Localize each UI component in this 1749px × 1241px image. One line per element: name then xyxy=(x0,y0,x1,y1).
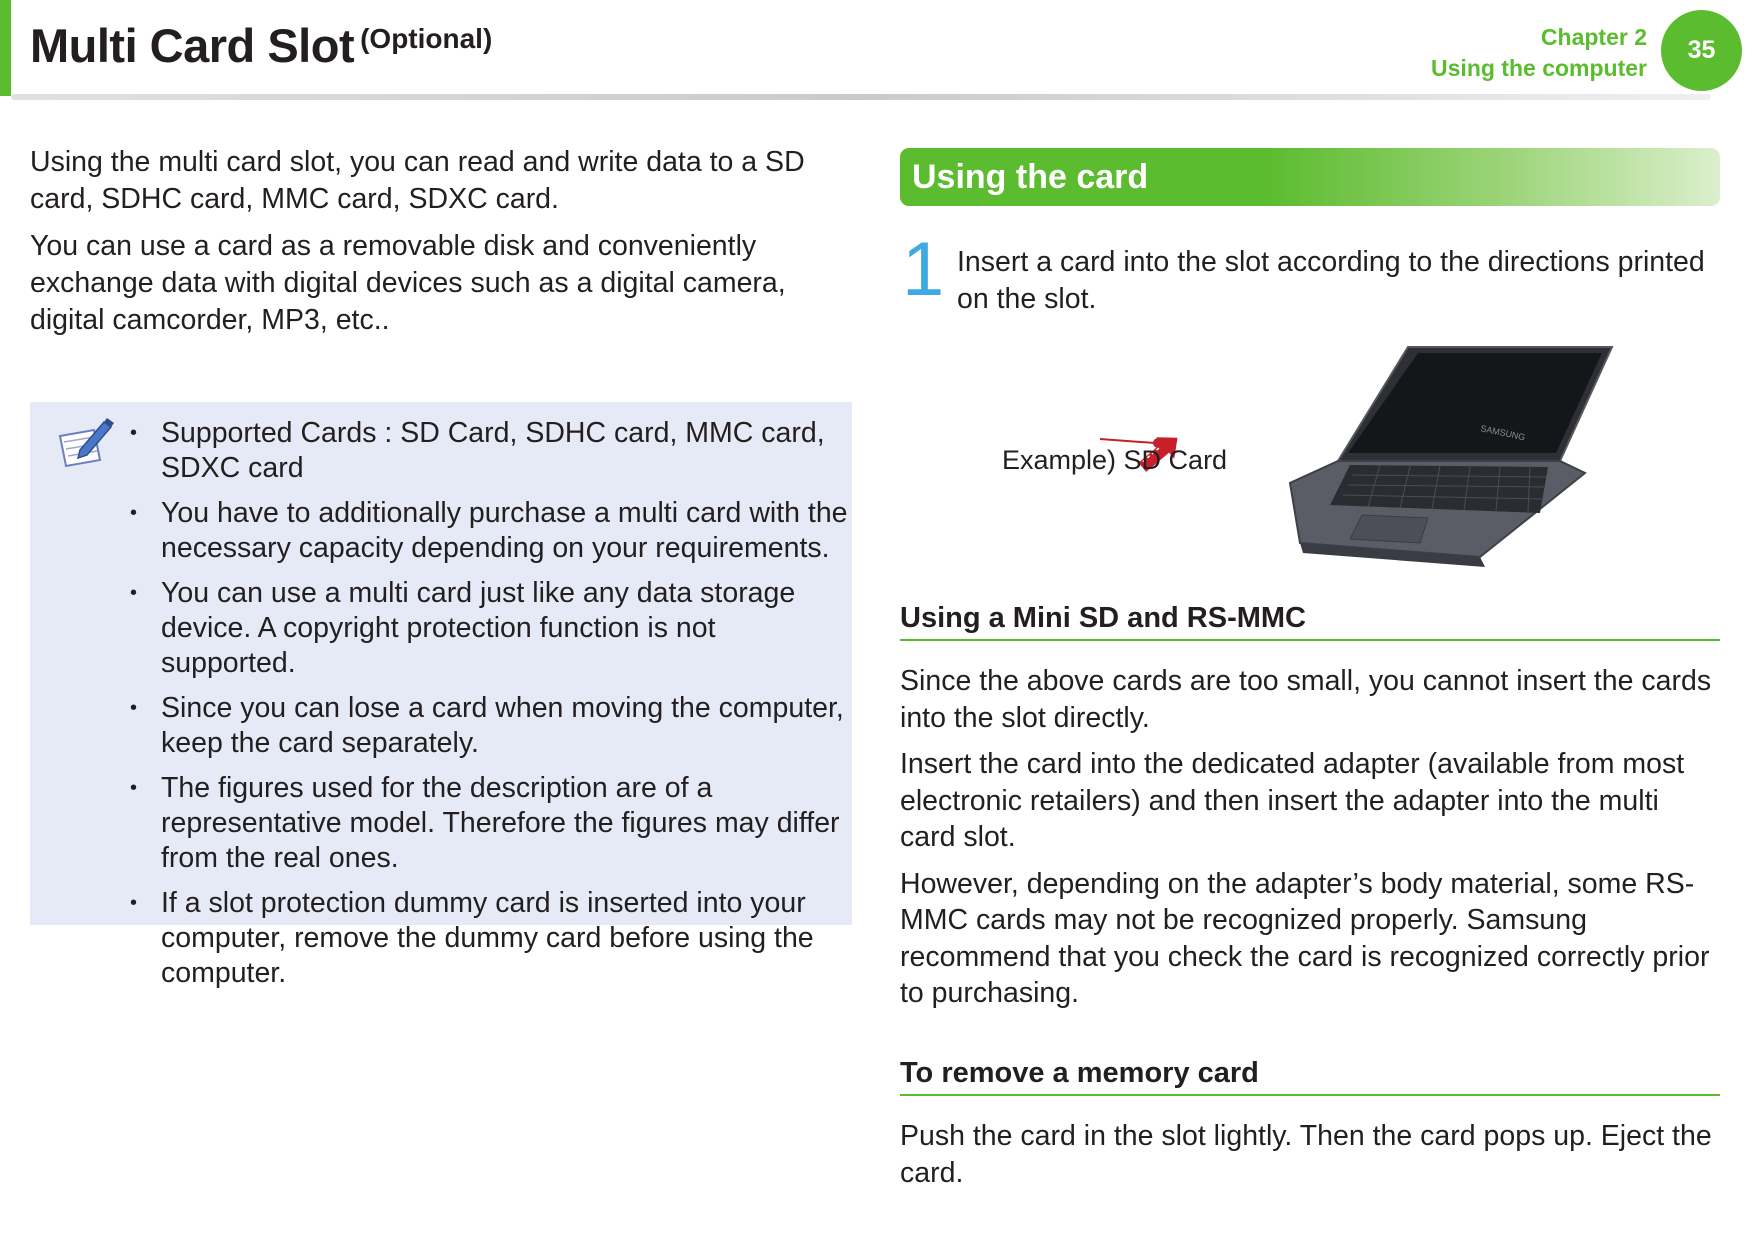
step-number: 1 xyxy=(902,227,945,312)
note-item: • Supported Cards : SD Card, SDHC card, MMC card, SDXC card xyxy=(130,416,850,486)
note-item: • The figures used for the description are of a representative model. Therefore the figures may differ from the real ones. xyxy=(130,771,850,876)
note-item: • You have to additionally purchase a multi card with the necessary capacity depending on your requirements. xyxy=(130,496,850,566)
note-list xyxy=(130,416,850,1001)
page-number-badge: 35 xyxy=(1661,10,1742,91)
header-divider xyxy=(11,94,1711,100)
chapter-label xyxy=(1431,22,1647,84)
caption-leader-line xyxy=(1100,439,1155,443)
remove-card-body xyxy=(900,1118,1715,1201)
remove-card-heading: To remove a memory card xyxy=(900,1057,1720,1096)
intro-paragraph: Using the multi card slot, you can read and write data to a SD card, SDHC card, MMC card, SDXC card. xyxy=(30,146,805,215)
chapter-number: Chapter 2 xyxy=(1540,24,1647,50)
step-text: Insert a card into the slot according to the directions printed on the slot. xyxy=(957,246,1705,315)
note-item: • You can use a multi card just like any data storage device. A copyright protection function is not supported. xyxy=(130,576,850,681)
intro-paragraph: You can use a card as a removable disk and conveniently exchange data with digital devices such as a digital camera, digital camcorder, MP3, etc.. xyxy=(30,230,786,336)
note-item: • Since you can lose a card when moving the computer, keep the card separately. xyxy=(130,691,850,761)
section-title: Using the card xyxy=(912,158,1149,196)
note-item: • If a slot protection dummy card is inserted into your computer, remove the dummy card before using the computer. xyxy=(130,886,850,991)
laptop-brand: SAMSUNG xyxy=(1479,423,1527,443)
intro-text xyxy=(30,144,855,349)
page-title-suffix: (Optional) xyxy=(360,23,493,54)
page-title-main: Multi Card Slot xyxy=(30,19,355,72)
mini-sd-body xyxy=(900,663,1715,1022)
note-box xyxy=(30,402,852,989)
body-paragraph: Since the above cards are too small, you cannot insert the cards into the slot directly. xyxy=(900,665,1712,734)
page-title xyxy=(30,18,492,73)
chapter-subtitle: Using the computer xyxy=(1431,55,1647,81)
body-paragraph: Insert the card into the dedicated adapter (available from most electronic retailers) and then insert the adapter into the multi card slot. xyxy=(900,748,1685,853)
note-pencil-icon xyxy=(54,416,116,472)
header-accent-bar xyxy=(0,0,11,96)
figure-caption: Example) SD Card xyxy=(1002,445,1228,475)
body-paragraph: Push the card in the slot lightly. Then the card pops up. Eject the card. xyxy=(900,1120,1712,1189)
body-paragraph: However, depending on the adapter’s body material, some RS-MMC cards may not be recognized properly. Samsung recommend that you check the card is recognized correctly prior to purchasing. xyxy=(900,867,1710,1009)
mini-sd-heading: Using a Mini SD and RS-MMC xyxy=(900,602,1720,641)
